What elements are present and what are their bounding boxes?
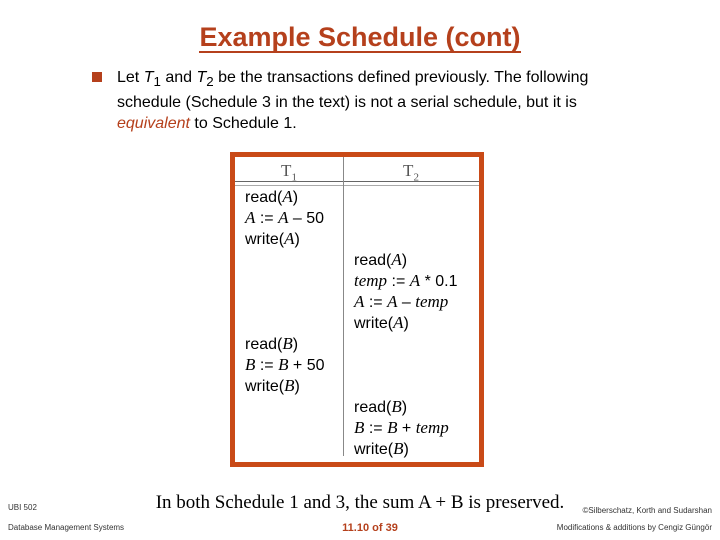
summary-note: In both Schedule 1 and 3, the sum A + B is preserved. bbox=[155, 492, 565, 513]
header-t2-letter: T bbox=[403, 161, 414, 180]
bullet-emphasis: equivalent bbox=[117, 115, 190, 133]
slide-title bbox=[0, 22, 720, 53]
t2-symbol: T bbox=[196, 69, 207, 86]
bullet-part-4: to Schedule 1. bbox=[189, 115, 297, 133]
t2-subscript: 2 bbox=[206, 74, 214, 90]
bullet-text bbox=[117, 67, 612, 134]
header-t1-letter: T bbox=[281, 161, 292, 180]
t2-step-2: temp := A * 0.1 bbox=[354, 271, 458, 290]
header-divider-thin bbox=[235, 185, 479, 186]
t1-step-4: read(B) bbox=[245, 334, 299, 353]
square-bullet-icon bbox=[92, 72, 102, 82]
t2-step-7: write(B) bbox=[354, 439, 409, 458]
bullet-part-1: Let bbox=[117, 69, 144, 86]
bullet-point bbox=[92, 67, 612, 134]
t2-step-4: write(A) bbox=[354, 313, 409, 332]
schedule-header bbox=[235, 157, 479, 184]
t1-symbol: T bbox=[143, 69, 154, 86]
t2-step-1: read(A) bbox=[354, 250, 408, 269]
course-code: UBI 502 bbox=[8, 503, 37, 512]
bullet-part-2: and bbox=[160, 69, 197, 86]
t1-step-5: B := B + 50 bbox=[245, 355, 325, 374]
modifications-credit: Modifications & additions by Cengiz Güngör bbox=[556, 523, 712, 532]
header-t2-sub: 2 bbox=[413, 171, 419, 184]
t1-step-2: A := A – 50 bbox=[245, 208, 325, 227]
t2-step-3: A := A – temp bbox=[354, 292, 449, 311]
t2-step-5: read(B) bbox=[354, 397, 408, 416]
t1-subscript: 1 bbox=[153, 74, 161, 90]
header-divider bbox=[235, 181, 479, 182]
bullet-part-3: be the transactions defined previously. The following schedule (Schedule 3 in the text) is not a serial schedule, but it is bbox=[117, 69, 589, 112]
t1-step-3: write(A) bbox=[245, 229, 300, 248]
schedule-frame bbox=[230, 152, 484, 467]
slide-title-text: Example Schedule (cont) bbox=[199, 22, 521, 52]
copyright-notice: ©Silberschatz, Korth and Sudarshan bbox=[582, 506, 712, 515]
page-number: 11.10 of 39 bbox=[342, 522, 398, 534]
t1-step-1: read(A) bbox=[245, 187, 299, 206]
schedule-table bbox=[235, 157, 479, 462]
t2-step-6: B := B + temp bbox=[354, 418, 449, 437]
t1-step-6: write(B) bbox=[245, 376, 300, 395]
header-t1-sub: 1 bbox=[291, 171, 297, 184]
column-divider bbox=[343, 157, 344, 456]
course-name: Database Management Systems bbox=[8, 523, 125, 532]
